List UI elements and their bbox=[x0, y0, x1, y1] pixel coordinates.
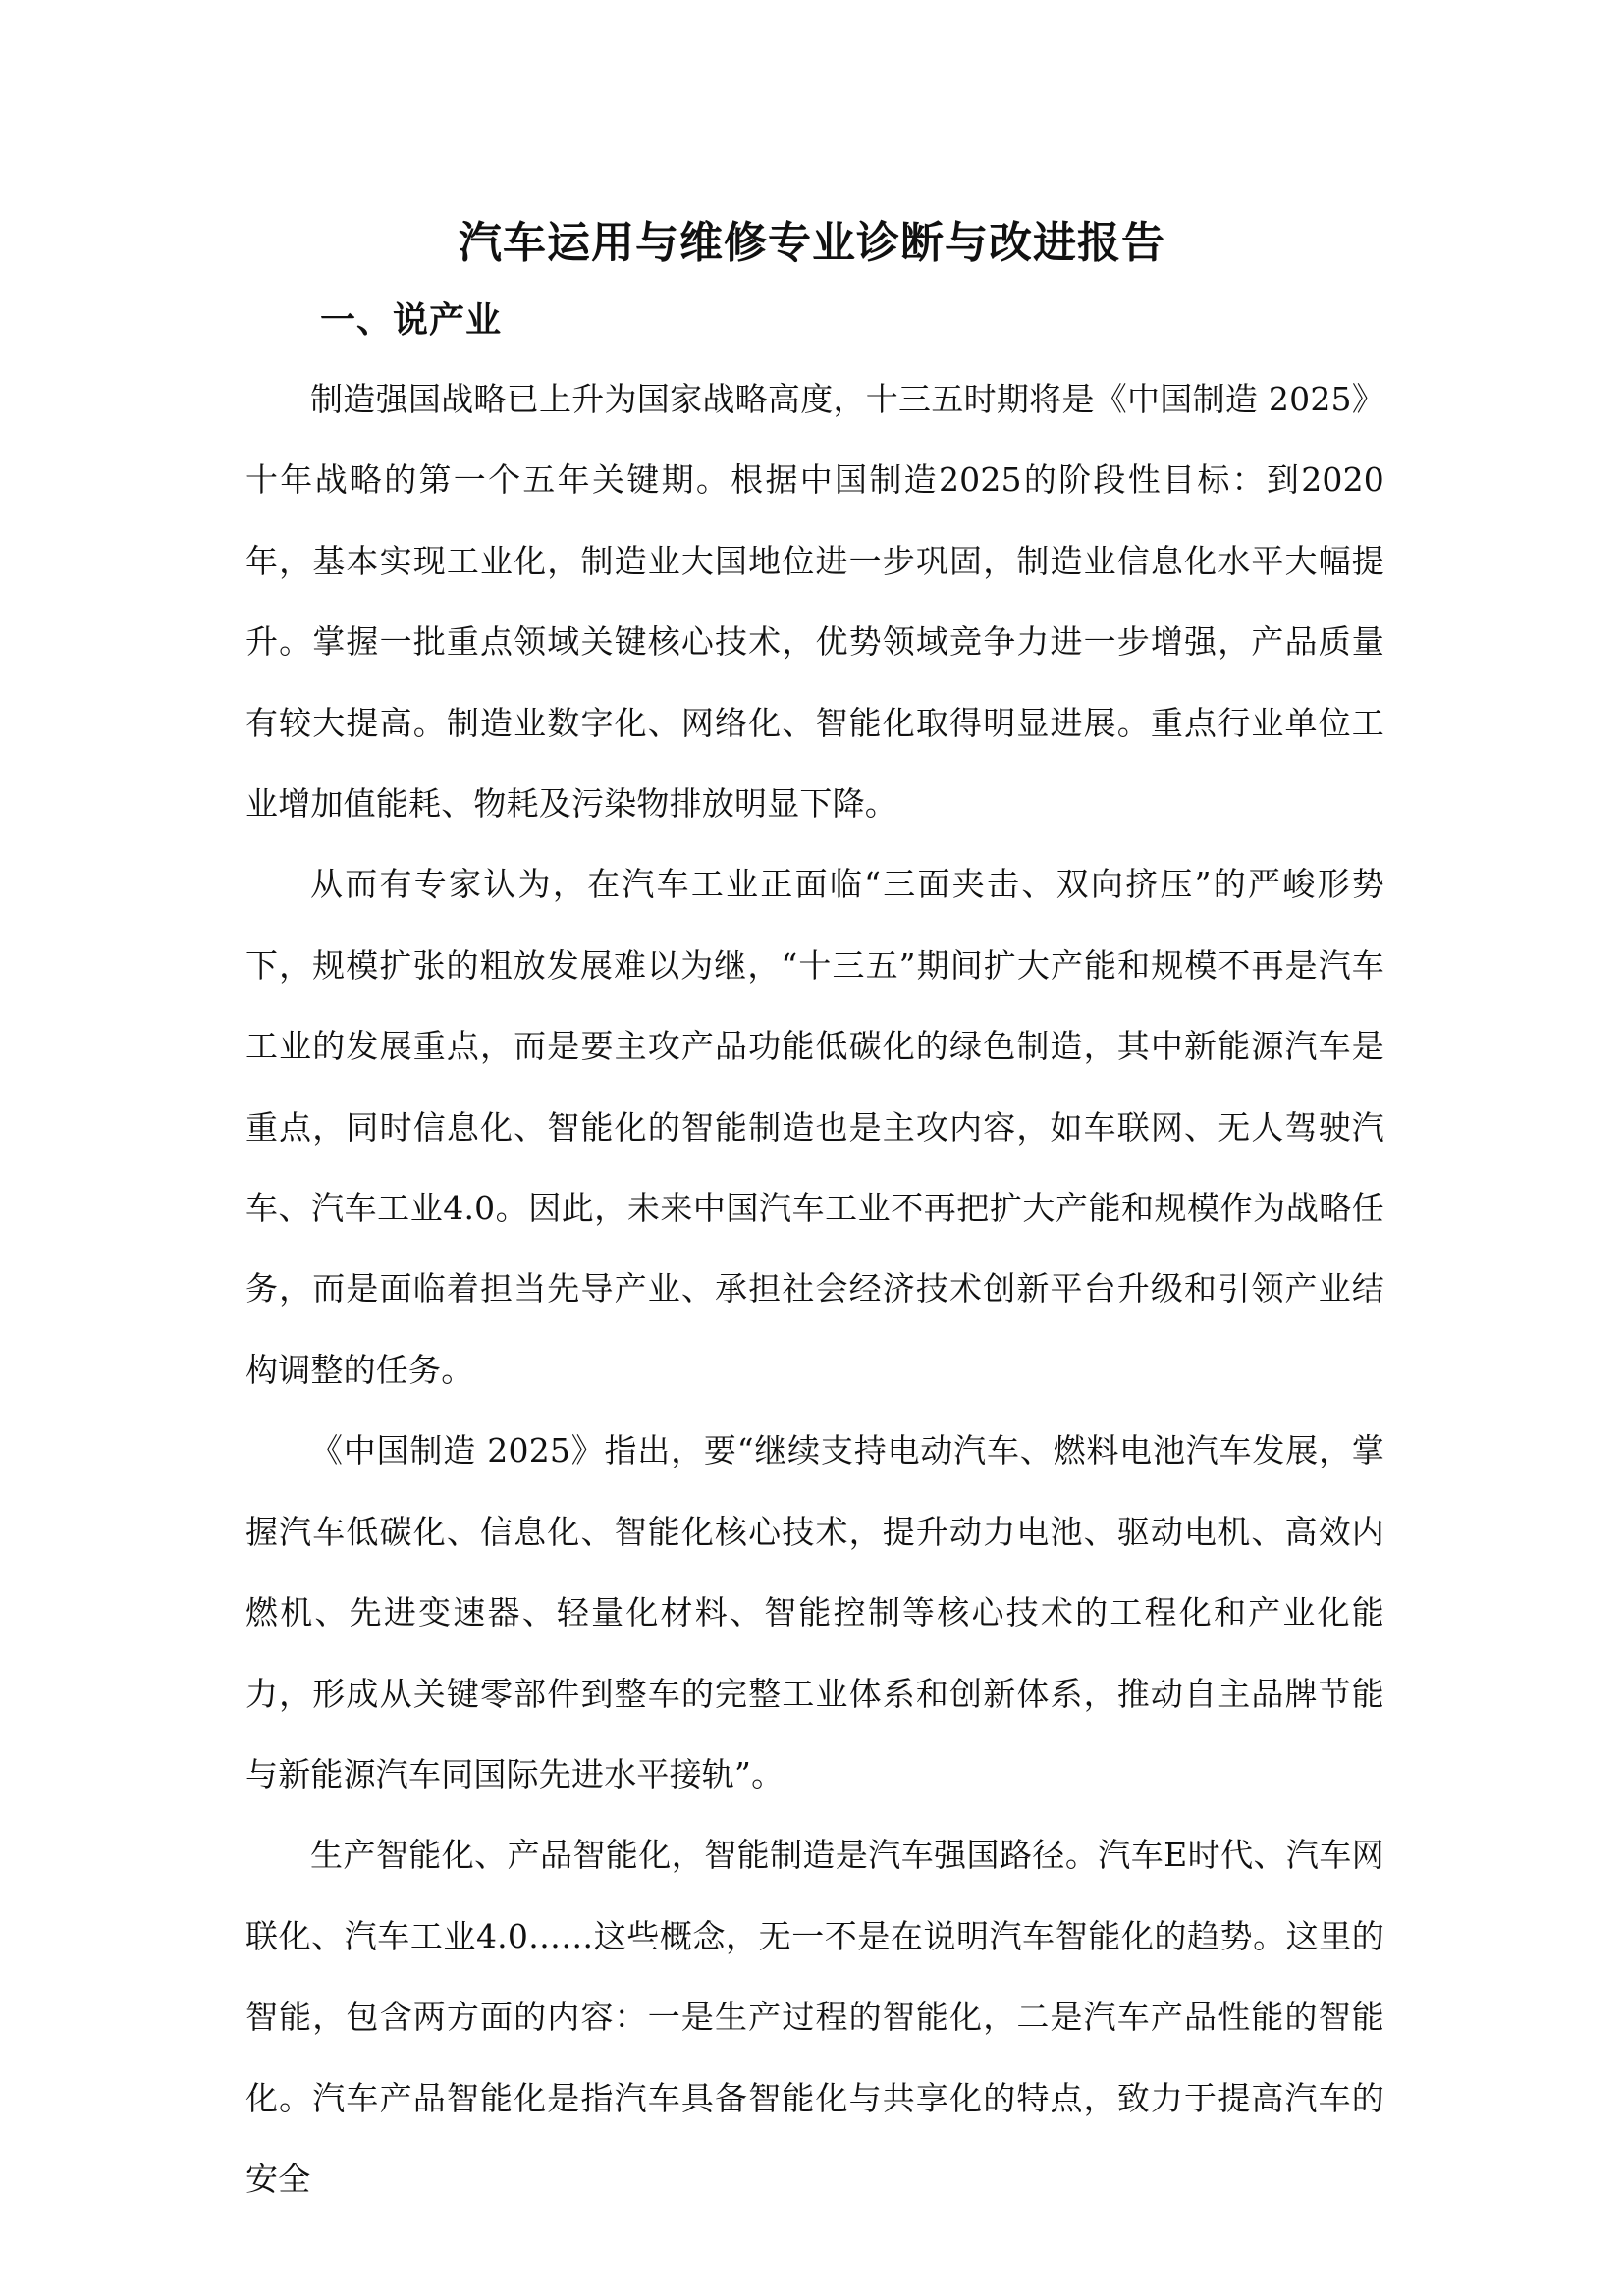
document-title: 汽车运用与维修专业诊断与改进报告 bbox=[459, 218, 1165, 268]
paragraph: 从而有专家认为，在汽车工业正面临“三面夹击、双向挤压”的严峻形势下，规模扩张的粗放发展难以为继，“十三五”期间扩大产能和规模不再是汽车工业的发展重点，而是要主攻产品功能低碳化的绿色制造，其中新能源汽车是重点，同时信息化、智能化的智能制造也是主攻内容，如车联网、无人驾驶汽车、汽车工业4.0。因此，未来中国汽车工业不再把扩大产能和规模作为战略任务，而是面临着担当先导产业、承担社会经济技术创新平台升级和引领产业结构调整的任务。 bbox=[245, 865, 1384, 1389]
section-heading: 一、说产业 bbox=[320, 299, 503, 341]
paragraph: 制造强国战略已上升为国家战略高度，十三五时期将是《中国制造 2025》十年战略的第一个五年关键期。根据中国制造2025的阶段性目标：到2020年，基本实现工业化，制造业大国地位进一步巩固，制造业信息化水平大幅提升。掌握一批重点领域关键核心技术，优势领域竞争力进一步增强，产品质量有较大提高。制造业数字化、网络化、智能化取得明显进展。重点行业单位工业增加值能耗、物耗及污染物排放明显下降。 bbox=[245, 380, 1384, 824]
paragraph: 生产智能化、产品智能化，智能制造是汽车强国路径。汽车E时代、汽车网联化、汽车工业4.0……这些概念，无一不是在说明汽车智能化的趋势。这里的智能，包含两方面的内容：一是生产过程的智能化，二是汽车产品性能的智能化。汽车产品智能化是指汽车具备智能化与共享化的特点，致力于提高汽车的安全 bbox=[245, 1836, 1384, 2198]
body-text bbox=[245, 359, 1384, 2219]
paragraph: 《中国制造 2025》指出，要“继续支持电动汽车、燃料电池汽车发展，掌握汽车低碳化、信息化、智能化核心技术，提升动力电池、驱动电机、高效内燃机、先进变速器、轻量化材料、智能控制等核心技术的工程化和产业化能力，形成从关键零部件到整车的完整工业体系和创新体系，推动自主品牌节能与新能源汽车同国际先进水平接轨”。 bbox=[245, 1431, 1384, 1793]
